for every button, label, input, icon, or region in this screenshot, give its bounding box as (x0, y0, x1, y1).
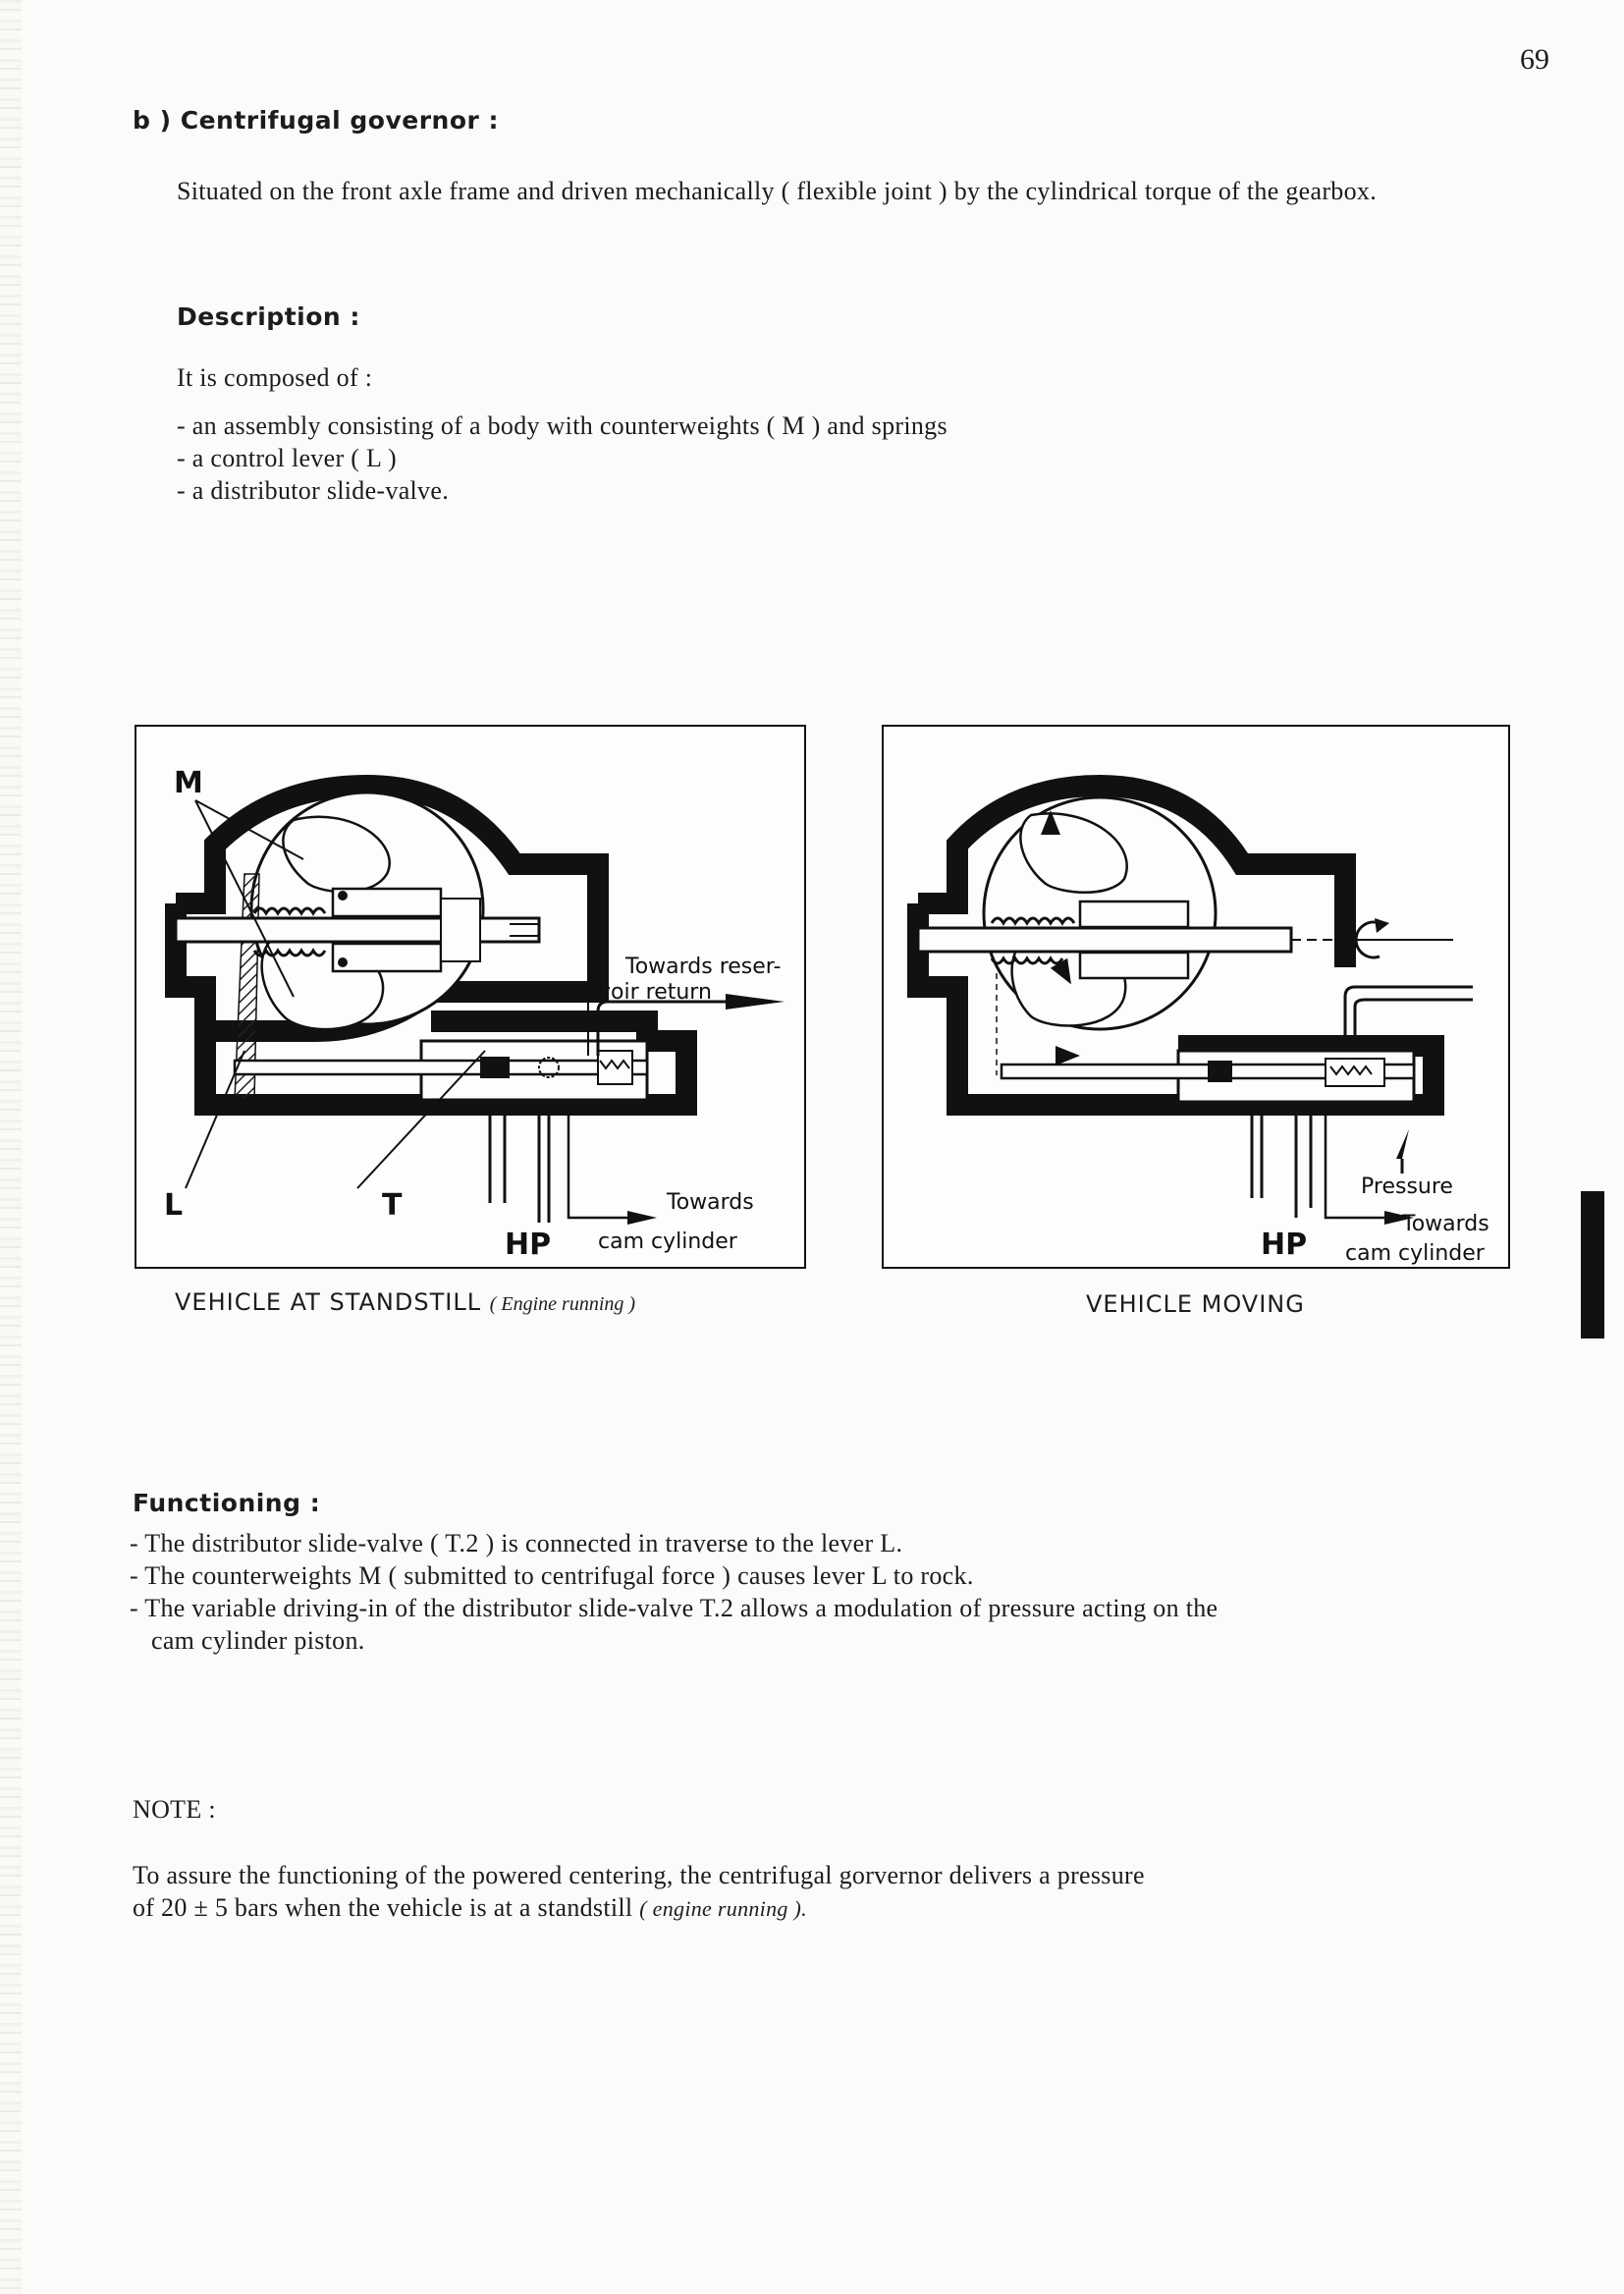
label-towards: Towards (1402, 1212, 1489, 1236)
section-intro: Situated on the front axle frame and driven mechanically ( flexible joint ) by the cylindrical torque of the gearbox. (177, 177, 1378, 205)
note-heading: NOTE : (133, 1795, 216, 1824)
list-item: - a control lever ( L ) (177, 444, 397, 472)
label-hp: HP (505, 1228, 552, 1262)
label-hp: HP (1261, 1228, 1308, 1262)
list-item: - an assembly consisting of a body with counterweights ( M ) and springs (177, 411, 947, 440)
page-number: 69 (1520, 43, 1549, 76)
list-item: - The counterweights M ( submitted to centrifugal force ) causes lever L to rock. (130, 1561, 974, 1590)
label-m: M (174, 766, 203, 800)
label-cam-cylinder: cam cylinder (1345, 1241, 1485, 1266)
list-item: - a distributor slide-valve. (177, 476, 449, 505)
functioning-heading: Functioning : (133, 1489, 321, 1517)
list-item: - The distributor slide-valve ( T.2 ) is connected in traverse to the lever L. (130, 1529, 903, 1557)
label-reservoir-1: Towards reser- (625, 955, 782, 979)
figure-moving (882, 725, 1510, 1269)
list-item: cam cylinder piston. (151, 1626, 365, 1655)
label-pressure: Pressure (1361, 1174, 1453, 1199)
section-heading: b ) Centrifugal governor : (133, 106, 500, 135)
caption-moving: VEHICLE MOVING (1086, 1290, 1305, 1318)
figure-standstill (135, 725, 806, 1269)
label-cam-cylinder: cam cylinder (598, 1229, 737, 1254)
label-l: L (164, 1188, 184, 1223)
description-lead: It is composed of : (177, 363, 373, 392)
functioning-list (130, 1527, 1524, 1657)
note-line-1: To assure the functioning of the powered centering, the centrifugal gorvernor delivers a pressure (133, 1861, 1145, 1889)
page-edge-tab (1581, 1191, 1604, 1338)
scan-edge-texture (0, 0, 22, 2294)
caption-standstill-text: VEHICLE AT STANDSTILL (175, 1288, 482, 1316)
description-list (177, 410, 947, 507)
label-t: T (382, 1188, 403, 1223)
label-towards: Towards (667, 1190, 754, 1215)
note-line-2-text: of 20 ± 5 bars when the vehicle is at a standstill (133, 1893, 633, 1922)
list-item: - The variable driving-in of the distributor slide-valve T.2 allows a modulation of pressure acting on the (130, 1594, 1218, 1622)
label-reservoir-2: voir return (598, 980, 712, 1005)
caption-standstill (175, 1288, 635, 1316)
caption-standstill-note: ( Engine running ) (489, 1293, 636, 1315)
note-line-2 (133, 1891, 1527, 1925)
description-heading: Description : (177, 302, 360, 331)
note-line-2-emphasis: ( engine running ). (639, 1896, 807, 1921)
